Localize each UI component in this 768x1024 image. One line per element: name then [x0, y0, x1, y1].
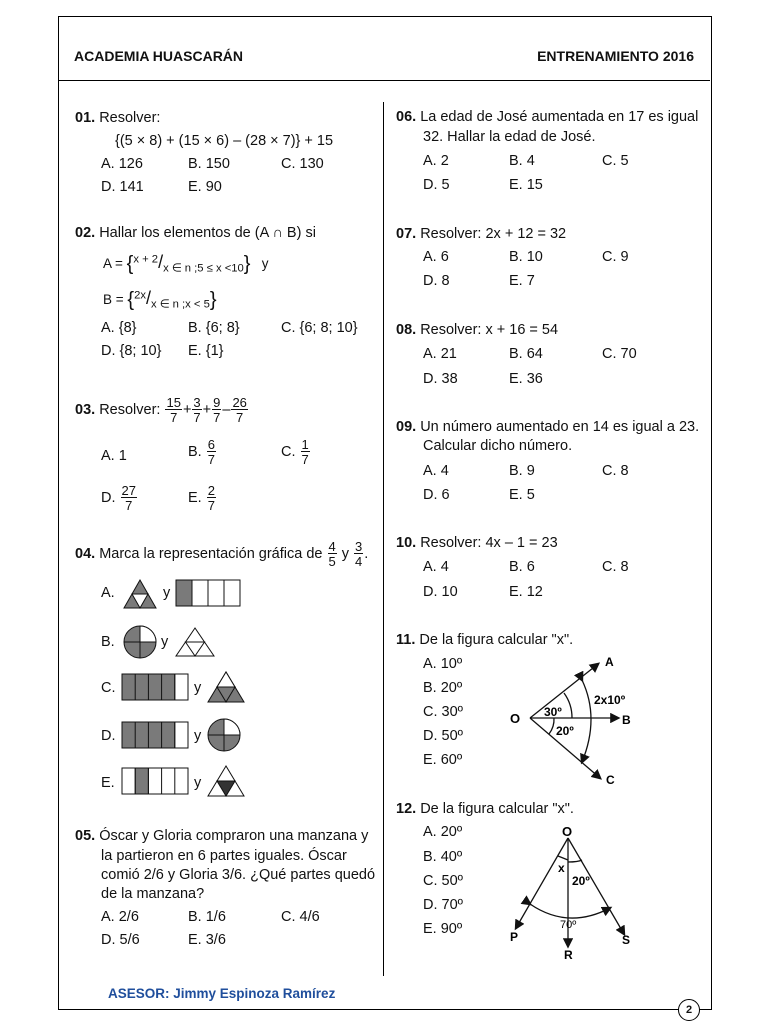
- q5-line-1: Óscar y Gloria compraron una manzana y: [99, 828, 369, 844]
- q9-opt-a: A. 4: [423, 463, 449, 479]
- q3-term-2: $\frac{3}{7}$: [193, 395, 201, 425]
- label-c: C: [606, 773, 615, 787]
- q3-opt-e: E. $\frac{2}{7}$: [188, 483, 215, 513]
- q6-opt-b: B. 4: [509, 153, 535, 169]
- q5-opt-e: E. 3/6: [188, 932, 226, 948]
- label-o: O: [562, 824, 573, 839]
- q5-stem: [75, 828, 368, 844]
- arc-70: [530, 904, 610, 918]
- q11-number: 11.: [396, 632, 416, 648]
- label-r: R: [564, 948, 573, 962]
- q5-opt-b: B. 1/6: [188, 909, 226, 925]
- q1-opt-e: E. 90: [188, 179, 222, 195]
- arc-20: [549, 718, 554, 734]
- set-a-condition: x ∈ n ;5 ≤ x <10: [163, 262, 244, 275]
- q9-opt-e: E. 5: [509, 487, 535, 503]
- q11-opt-a: A. 10º: [423, 656, 463, 672]
- q3-opt-b: B. $\frac{6}{7}$: [188, 437, 215, 467]
- q4-opt-e-label: E.: [101, 775, 115, 791]
- q4-text: Marca la representación gráfica de: [99, 545, 323, 562]
- q5-line-3: comió 2/6 y Gloria 3/6. ¿Qué partes quedó: [101, 867, 376, 883]
- label-s: S: [622, 933, 631, 947]
- q8-text: Resolver: x + 16 = 54: [420, 322, 559, 338]
- q8-opt-a: A. 21: [423, 346, 457, 362]
- q7-opt-e: E. 7: [509, 273, 535, 289]
- q1-opt-a: A. 126: [101, 156, 143, 172]
- q2-opt-a: A. {8}: [101, 320, 137, 336]
- q4-figures: [118, 574, 398, 810]
- arc-x: [558, 856, 568, 860]
- q7-stem: [396, 226, 566, 242]
- q9-line-2: Calcular dicho número.: [423, 438, 573, 454]
- q2-set-b: $B = \{^{2x}/_{x \in n ;x < 5}\}$: [103, 288, 217, 311]
- q9-opt-b: B. 9: [509, 463, 535, 479]
- q5-opt-c: C. 4/6: [281, 909, 320, 925]
- q12-opt-b: B. 40º: [423, 849, 463, 865]
- q10-stem: [396, 535, 558, 551]
- q12-text: De la figura calcular "x".: [420, 801, 574, 817]
- q7-opt-c: C. 9: [602, 249, 629, 265]
- label-o: O: [510, 711, 521, 726]
- q3-sign-1: +: [182, 401, 192, 418]
- q1-opt-d: D. 141: [101, 179, 144, 195]
- q11-figure: [506, 650, 646, 790]
- q12-opt-e: E. 90º: [423, 921, 463, 937]
- q12-stem: [396, 801, 574, 817]
- angle-30: 30º: [544, 705, 562, 719]
- q5-opt-a: A. 2/6: [101, 909, 139, 925]
- q10-opt-a: A. 4: [423, 559, 449, 575]
- q3-term-4: $\frac{26}{7}$: [232, 395, 247, 425]
- q2-opt-c: C. {6; 8; 10}: [281, 320, 358, 336]
- q1-number: 01.: [75, 110, 96, 126]
- q2-set-a: $A = \{^{x + 2}/_{x \in n ;5 \le x <10}\}$ y: [103, 252, 269, 275]
- q7-number: 07.: [396, 226, 417, 242]
- q10-opt-e: E. 12: [509, 584, 543, 600]
- q10-opt-c: C. 8: [602, 559, 629, 575]
- q10-number: 10.: [396, 535, 417, 551]
- q5-line-4: de la manzana?: [101, 886, 205, 902]
- q9-stem: [396, 419, 699, 435]
- q4-y-b: y: [161, 634, 169, 650]
- q12-opt-c: C. 50º: [423, 873, 463, 889]
- q10-text: Resolver: 4x – 1 = 23: [420, 535, 558, 551]
- q8-number: 08.: [396, 322, 417, 338]
- q9-line-1: Un número aumentado en 14 es igual a 23.: [420, 419, 700, 435]
- q4a-triangle: [124, 580, 156, 608]
- set-a-and: y: [261, 256, 269, 271]
- q3-sign-2: +: [202, 401, 212, 418]
- q11-opt-e: E. 60º: [423, 752, 463, 768]
- training-title: ENTRENAMIENTO 2016: [537, 48, 694, 64]
- q3-stem: [75, 396, 249, 424]
- q2-stem: [75, 225, 316, 241]
- q4b-triangle: [176, 628, 214, 656]
- q6-opt-a: A. 2: [423, 153, 449, 169]
- angle-2x10: 2x10º: [594, 693, 626, 707]
- q1-text: Resolver:: [99, 110, 161, 126]
- angle-70: 70º: [560, 919, 577, 931]
- label-a: A: [605, 655, 614, 669]
- q3-number: 03.: [75, 401, 96, 418]
- q6-opt-c: C. 5: [602, 153, 629, 169]
- set-b-expr: 2x: [134, 289, 146, 302]
- q12-figure: [500, 820, 645, 965]
- q11-opt-c: C. 30º: [423, 704, 463, 720]
- q12-opt-d: D. 70º: [423, 897, 463, 913]
- q7-text: Resolver: 2x + 12 = 32: [420, 226, 567, 242]
- academy-name: ACADEMIA HUASCARÁN: [74, 48, 244, 64]
- q4d-circle: [208, 719, 240, 751]
- q8-opt-e: E. 36: [509, 371, 543, 387]
- column-divider: [383, 102, 384, 976]
- ray-oa: [530, 664, 598, 718]
- q12-opt-a: A. 20º: [423, 824, 463, 840]
- q6-line-2: 32. Hallar la edad de José.: [423, 129, 596, 145]
- q6-opt-e: E. 15: [509, 177, 543, 193]
- q9-opt-d: D. 6: [423, 487, 450, 503]
- ray-op: [516, 838, 568, 928]
- q5-opt-d: D. 5/6: [101, 932, 140, 948]
- q1-stem: [75, 110, 160, 126]
- q4e-rectangle: [122, 768, 188, 794]
- q6-stem: [396, 109, 698, 125]
- q4-y-c: y: [194, 680, 202, 696]
- q10-opt-b: B. 6: [509, 559, 535, 575]
- angle-x: x: [558, 861, 565, 875]
- q2-number: 02.: [75, 225, 96, 241]
- page-number: 2: [678, 999, 700, 1021]
- q8-opt-c: C. 70: [602, 346, 637, 362]
- q4-number: 04.: [75, 545, 96, 562]
- q11-text: De la figura calcular "x".: [419, 632, 574, 648]
- q12-number: 12.: [396, 801, 417, 817]
- page-header: [58, 36, 710, 81]
- q4-opt-c-label: C.: [101, 680, 116, 696]
- q2-opt-e: E. {1}: [188, 343, 224, 359]
- q4d-rectangle: [122, 722, 188, 748]
- q4c-rectangle: [122, 674, 188, 700]
- arc-outer: [582, 680, 591, 762]
- q4-stem: 04. Marca la representación gráfica de $\frac{4}{5}$ y $\frac{3}{4}$ .: [75, 539, 369, 569]
- q2-text: Hallar los elementos de (A ∩ B) si: [99, 225, 316, 241]
- set-a-label: A =: [103, 256, 123, 271]
- arc-20: [568, 860, 582, 862]
- q6-opt-d: D. 5: [423, 177, 450, 193]
- q3-sign-3: –: [222, 401, 231, 418]
- q8-opt-b: B. 64: [509, 346, 543, 362]
- q11-opt-d: D. 50º: [423, 728, 463, 744]
- q5-line-2: la partieron en 6 partes iguales. Óscar: [101, 848, 347, 864]
- set-b-label: B =: [103, 292, 124, 307]
- q4b-circle: [124, 626, 156, 658]
- q8-opt-d: D. 38: [423, 371, 458, 387]
- q4-y-d: y: [194, 728, 202, 744]
- q7-opt-b: B. 10: [509, 249, 543, 265]
- q3-opt-d: D. $\frac{27}{7}$: [101, 483, 136, 513]
- q4-opt-b-label: B.: [101, 634, 115, 650]
- set-b-condition: x ∈ n ;x < 5: [151, 298, 210, 311]
- q5-number: 05.: [75, 828, 96, 844]
- q3-term-3: $\frac{9}{7}$: [213, 395, 221, 425]
- set-a-expr: x + 2: [133, 253, 159, 266]
- q11-stem: [396, 632, 573, 648]
- q1-opt-b: B. 150: [188, 156, 230, 172]
- q9-number: 09.: [396, 419, 417, 435]
- q6-number: 06.: [396, 109, 417, 125]
- q4-y-e: y: [194, 775, 202, 791]
- q11-opt-b: B. 20º: [423, 680, 463, 696]
- q10-opt-d: D. 10: [423, 584, 458, 600]
- angle-20: 20º: [556, 724, 574, 738]
- q4-y-a: y: [163, 585, 171, 601]
- q4c-triangle: [208, 672, 244, 702]
- q8-stem: [396, 322, 558, 338]
- q4e-triangle: [208, 766, 244, 796]
- q3-term-1: $\frac{15}{7}$: [166, 395, 181, 425]
- q9-opt-c: C. 8: [602, 463, 629, 479]
- q3-text: Resolver:: [99, 401, 161, 418]
- arc-30: [564, 693, 572, 718]
- q2-opt-b: B. {6; 8}: [188, 320, 240, 336]
- q7-opt-a: A. 6: [423, 249, 449, 265]
- q1-opt-c: C. 130: [281, 156, 324, 172]
- label-b: B: [622, 713, 631, 727]
- q4-opt-d-label: D.: [101, 728, 116, 744]
- label-p: P: [510, 930, 519, 944]
- footer-advisor: ASESOR: Jimmy Espinoza Ramírez: [108, 986, 336, 1001]
- q6-line-1: La edad de José aumentada en 17 es igual: [420, 109, 699, 125]
- q2-opt-d: D. {8; 10}: [101, 343, 162, 359]
- q7-opt-d: D. 8: [423, 273, 450, 289]
- q1-expression: {(5 × 8) + (15 × 6) – (28 × 7)} + 15: [115, 133, 334, 149]
- q4a-rectangle: [176, 580, 240, 606]
- q3-opt-c: C. $\frac{1}{7}$: [281, 437, 309, 467]
- q3-opt-a: A. 1: [101, 448, 127, 464]
- q4-opt-a-label: A.: [101, 585, 115, 601]
- angle-20: 20º: [572, 874, 590, 888]
